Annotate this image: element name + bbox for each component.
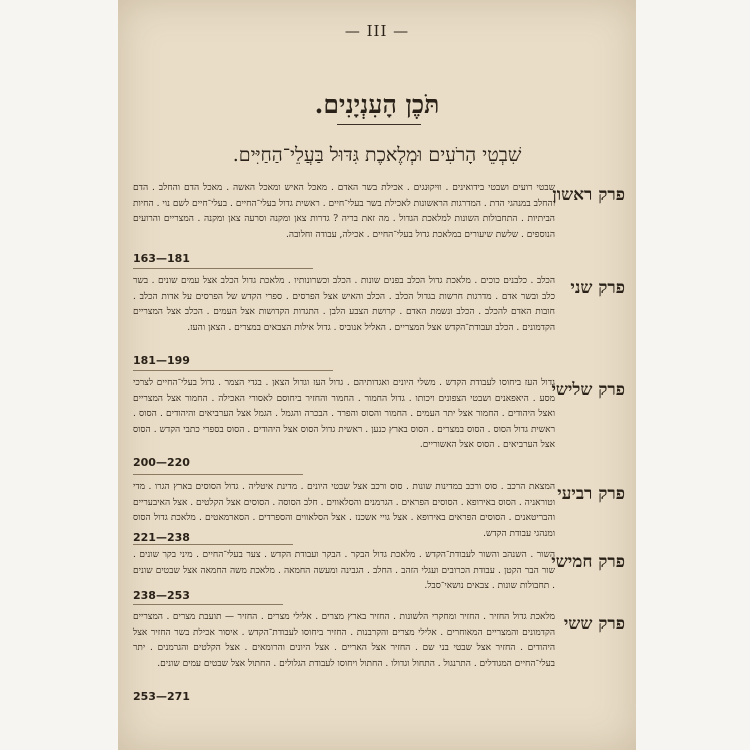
chapter-2-label: פרק שני <box>570 278 625 298</box>
chapter-6-pages: 253—271 <box>133 690 190 703</box>
chapter-6 <box>133 610 625 702</box>
chapter-separator <box>133 370 333 371</box>
chapter-separator <box>133 268 313 269</box>
chapter-6-text: מלאכת גדול החזיר . החזיר ומחקרי הלשונות . החזיר בארץ מצרים . אלילי מצרים . החזיר — תועבת מצרים . המצריים הקדמונים והמצריים המאוחרים . אלילי מצרים והקרבנות . החזיר ביחוסו לעבודת־הקדש . איסור אכילת בשר החזיר אצל היהודים . החזיר אצל שבטי בני שם . החזיר אצל האריים . אצל היונים והרומאים . אצל הקלטים והגרמנים . יתר בעלי־החיים המגודלים . התרנגול . התחול וגדולו . החתול ויחוסו לעבודת הגלולים . החתול אצל שבטים עמים שונים. <box>133 612 555 669</box>
chapter-4-label: פרק רביעי <box>557 484 625 504</box>
book-page <box>118 0 636 750</box>
chapter-2-text: הכלב . כלבנים כוכים . מלאכת גדול הכלב בפנים שונות . הכלב וכשרונותיו . מלאכת גדול הכלב אצל עמים שונים . בשר כלב ובשר אדם . מדרגות חרשות בגדול הכלב . הכלב והאיש אצל הפרסים . ספרי הקדש של הפרסים על אדות הכלב . חובות האדם להכלב . הכלב ונשמת האדם . קרושת הצבע הלבן . התגדות הקדושות אצל העמים . הכלב אצל המצריים הקדמונים . הכלב ועבודת־הקדש אצל המצריים . האליל אנוביס . גדול אילות הצבאים במצרים . הצאן והעז. <box>133 276 555 333</box>
chapter-5-text: השור . השנהב והשור לעבודת־הקדש . מלאכת גדול הבקר . הבקר ועבודת הקדש . צער בעלי־החיים . מיני בקר שונים . שור הבר הקטן . עבודת הכרובים ועגלי הזהב . החלב . הגבינה ומעשה החמאה . מלאכת משה החמאה אצל שבטים שונים . תחבולות שונות . צבאים נושאי־סבל. <box>133 550 555 591</box>
section-subtitle: שִׁבְטֵי הָרֹעִים וּמְלֶאכֶת גִּדּוּל בַּעֲלֵי־הַחַיִּים. <box>232 144 522 166</box>
chapter-3-label: פרק שלישי <box>551 380 625 400</box>
chapter-1-text: שבטי רועים ושבטי בידואינים . ווּיקוּנגים . אכילת בשר האדם . מאכל האיש ומאכל האשה . מאכל הדם והחלב . הדם והחלב במנהגי הדת . המדרגות הראשונות לאכילת בשר בעלי־חיים . ראשית גדול בעלי־החיים . בעלי־חיים לשם נוי . החיות הביתיות . התחבולות השונות למלאכת הגדול . מה זאת בריה ? גדרות צאן ומקנה וסרעה צאן ומקנה . המצריים והרועים הנוספים . שלשת שיעורים במלאכת גדול בעלי־החיים . אכילה, עבודה וחלובה. <box>133 183 555 240</box>
chapter-1 <box>133 181 625 263</box>
chapter-3-text: גדול העז ביחוסו לעבודת הקדש . משלי היונים ואגדותיהם . גדול העז וגדול הצאן . בגדי הצמר . גדול בעלי־החיים לצרכי מסע . היאפאנים ושבטי הצפונים ויכותו . גדול החמור . החמור והחזיר ביחוסם לאסורי האכילה . החמור אצל המצריים ואצל היהודים . החמור אצל יתר העמים . החמור והסוס והפרד . הבכרה והגמל . הגמל אצל הערביאים והיהודים . הסוס . ראשית גדול הסוס . הסוס במצרים . הסוס בארץ כנען . ראשית גדול הסוס אצל היהודים . הסוס בספרי כתבי הקדש . הסוס אצל הערביאים . הסוס אצל האשוריים. <box>133 378 555 450</box>
chapter-5-pages: 238—253 <box>133 589 190 602</box>
chapter-separator <box>133 604 283 605</box>
chapter-5 <box>133 548 625 600</box>
page-title: תֹּכֶן הָעִנְיָנִים. <box>314 90 440 119</box>
chapter-4 <box>133 480 625 542</box>
chapter-4-text: המצאת הרכב . סוס ורכב במדינות שונות . סוס ורכב אצל שבטי היונים . מדינת איטליה . גדול הסוסים בארץ הגרו . מדי וטוראניה . הסוס באירופא . הסוסים הפראים . הגרמנים והסלאווים . חלב הסוסה . הסוסים אצל הקלטים . אצל האיבעריים והבריטאנים . הסוסים הפראים באירופא . אצל גויי אשכנז . אצל הסלאווים והספרדים . הסארמאטים . מלאכת גדול הסוס ומנהגי עבודת הקדש. <box>133 482 556 539</box>
chapter-separator <box>133 544 293 545</box>
chapter-3 <box>133 376 625 468</box>
page-number: — III — <box>344 22 410 40</box>
chapter-3-pages: 200—220 <box>133 456 190 469</box>
chapter-1-pages: 163—181 <box>133 252 190 265</box>
chapter-4-pages: 221—238 <box>133 531 190 544</box>
title-underline <box>337 124 421 125</box>
chapter-5-label: פרק חמישי <box>551 552 625 572</box>
chapter-2 <box>133 274 625 366</box>
chapter-separator <box>133 474 303 475</box>
chapter-6-label: פרק ששי <box>563 614 625 634</box>
chapter-1-label: פרק ראשון <box>552 185 625 205</box>
chapter-2-pages: 181—199 <box>133 354 190 367</box>
